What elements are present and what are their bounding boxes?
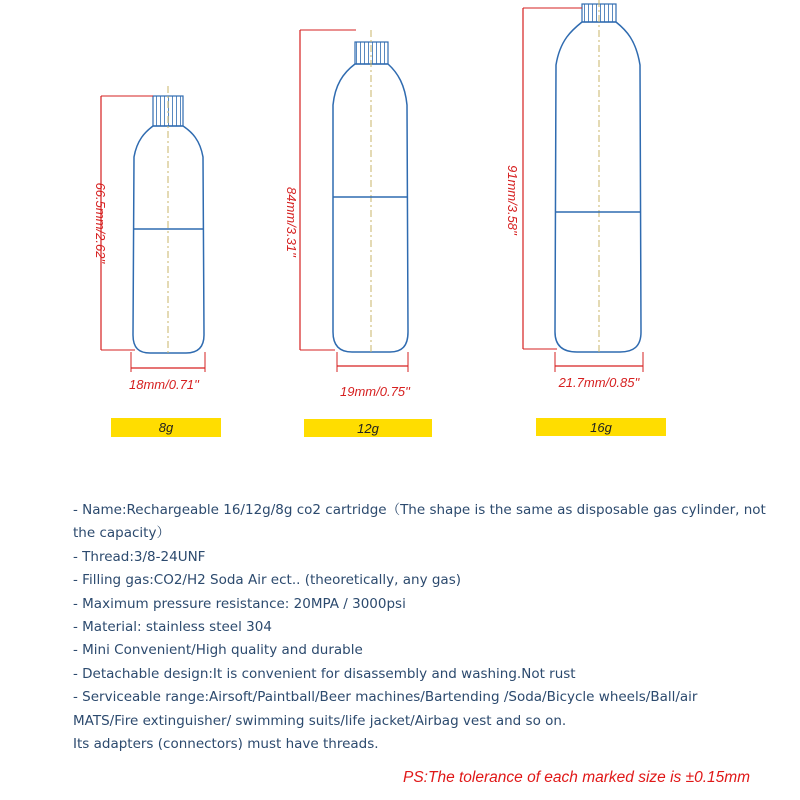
12g-height-label: 84mm/3.31'' <box>284 187 299 257</box>
16g-weight-label: 16g <box>590 420 612 435</box>
16g-width-label: 21.7mm/0.85'' <box>558 375 640 390</box>
spec-line-name: - Name:Rechargeable 16/12g/8g co2 cartridge（The shape is the same as disposable gas cylinder, not <box>73 502 766 518</box>
12g-width-label: 19mm/0.75'' <box>340 384 410 399</box>
tolerance-note: PS:The tolerance of each marked size is ±0.15mm <box>403 769 751 786</box>
spec-line-serviceable-cont: MATS/Fire extinguisher/ swimming suits/life jacket/Airbag vest and so on. <box>73 712 567 729</box>
spec-line-serviceable: - Serviceable range:Airsoft/Paintball/Beer machines/Bartending /Soda/Bicycle wheels/Ball/air <box>73 689 698 706</box>
8g-width-label: 18mm/0.71'' <box>129 377 199 392</box>
spec-line-thread: - Thread:3/8-24UNF <box>73 548 206 565</box>
spec-list <box>73 499 773 756</box>
8g-cartridge-drawing <box>93 86 221 437</box>
spec-line-name-cont: the capacity） <box>73 525 170 542</box>
spec-line-max-pressure: - Maximum pressure resistance: 20MPA / 3000psi <box>73 595 406 612</box>
spec-line-convenient: - Mini Convenient/High quality and durable <box>73 642 363 659</box>
12g-weight-label: 12g <box>357 421 379 436</box>
16g-cylinder-outline <box>555 22 641 352</box>
spec-line-filling-gas: - Filling gas:CO2/H2 Soda Air ect.. (theoretically, any gas) <box>73 572 461 589</box>
spec-line-adapters: Its adapters (connectors) must have threads. <box>73 736 379 753</box>
8g-weight-label: 8g <box>158 420 174 435</box>
16g-height-label: 91mm/3.58'' <box>505 165 520 235</box>
12g-cartridge-drawing <box>284 30 432 437</box>
8g-height-label: 66.5mm/2.62'' <box>93 182 108 264</box>
spec-line-material: - Material: stainless steel 304 <box>73 619 272 636</box>
16g-cartridge-drawing <box>505 0 666 436</box>
spec-line-detachable: - Detachable design:It is convenient for disassembly and washing.Not rust <box>73 665 576 682</box>
